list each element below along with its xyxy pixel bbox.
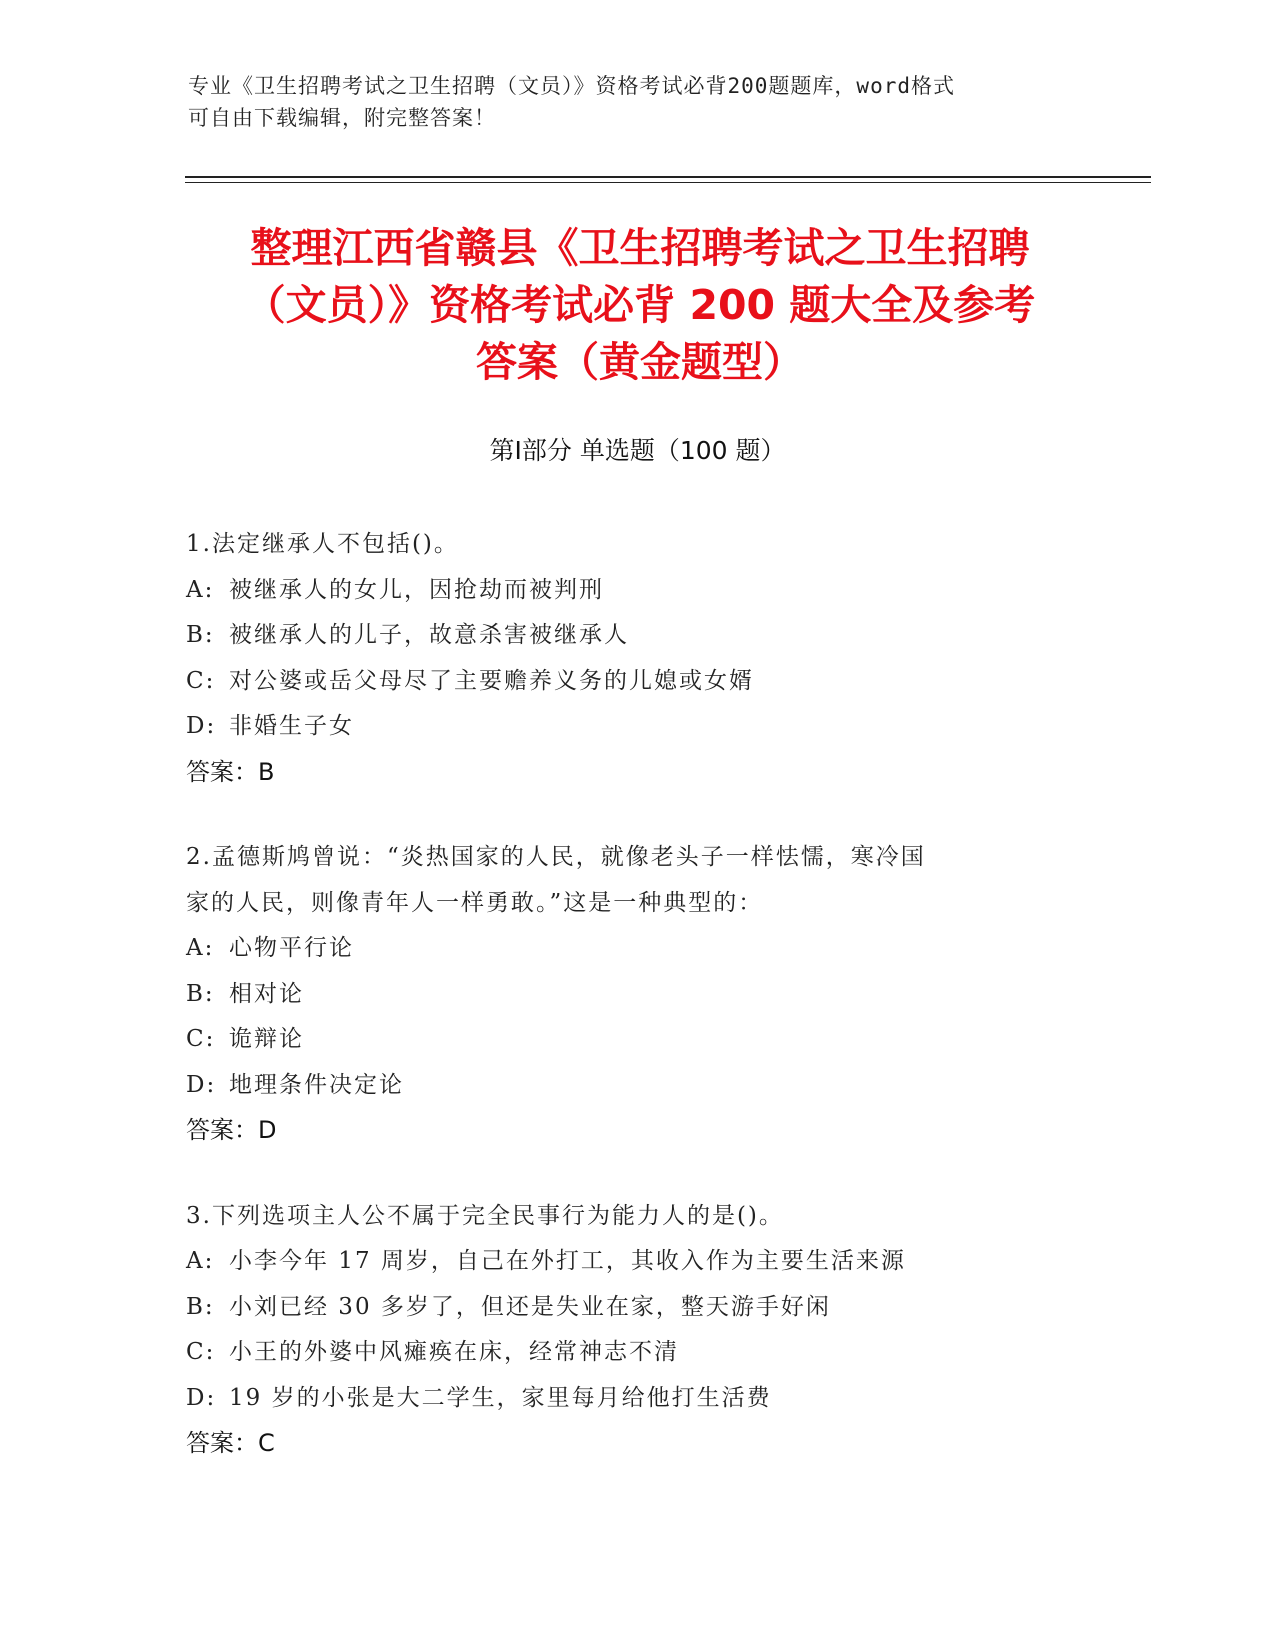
option-text: 被继承人的女儿，因抢劫而被判刑: [229, 576, 604, 603]
option-d: [186, 1063, 1086, 1109]
option-label: A:: [186, 576, 215, 603]
option-text: 小刘已经 30 多岁了，但还是失业在家，整天游手好闲: [229, 1293, 831, 1320]
header-divider-thick: [185, 176, 1151, 178]
option-a: [186, 1239, 1086, 1285]
document-title-line-3: 答案（黄金题型）: [476, 338, 804, 386]
option-text: 非婚生子女: [229, 713, 354, 739]
option-text: 小李今年 17 周岁，自己在外打工，其收入作为主要生活来源: [229, 1248, 906, 1274]
question-3: [186, 1194, 1086, 1467]
option-d: [186, 1376, 1086, 1422]
option-a: [186, 926, 1086, 972]
option-label: B:: [186, 980, 215, 1007]
option-label: B:: [186, 622, 215, 648]
option-b: [186, 1285, 1086, 1331]
option-text: 诡辩论: [229, 1026, 304, 1052]
question-1: [186, 522, 1086, 795]
option-label: B:: [186, 1293, 215, 1320]
option-label: A:: [186, 935, 215, 961]
question-stem: 3.下列选项主人公不属于完全民事行为能力人的是()。: [186, 1202, 784, 1229]
question-stem: 1.法定继承人不包括()。: [186, 531, 459, 557]
section-heading: 第Ⅰ部分 单选题（100 题）: [489, 436, 786, 465]
option-text: 小王的外婆中风瘫痪在床，经常神志不清: [229, 1339, 679, 1365]
option-c: [186, 1330, 1086, 1376]
option-a: [186, 568, 1086, 614]
option-label: C:: [186, 667, 216, 694]
option-label: C:: [186, 1339, 216, 1365]
answer: 答案：D: [186, 1116, 277, 1144]
document-title-line-1: 整理江西省赣县《卫生招聘考试之卫生招聘: [250, 224, 1030, 272]
header-divider-thin: [185, 182, 1151, 183]
option-text: 对公婆或岳父母尽了主要赡养义务的儿媳或女婿: [229, 667, 754, 694]
option-label: D:: [186, 713, 217, 739]
option-text: 地理条件决定论: [229, 1071, 404, 1098]
option-text: 心物平行论: [229, 935, 354, 961]
option-c: [186, 1017, 1086, 1063]
question-list: [186, 522, 1086, 1507]
option-c: [186, 659, 1086, 705]
option-text: 被继承人的儿子，故意杀害被继承人: [229, 622, 629, 648]
option-label: C:: [186, 1026, 216, 1052]
question-stem-line-2: 家的人民，则像青年人一样勇敢。”这是一种典型的：: [186, 889, 764, 916]
header-note-line-1: 专业《卫生招聘考试之卫生招聘（文员）》资格考试必背200题题库，word格式: [188, 74, 955, 98]
document-title-line-2: （文员）》资格考试必背 200 题大全及参考: [244, 281, 1036, 329]
option-b: [186, 613, 1086, 659]
answer: 答案：C: [186, 1429, 275, 1457]
question-2: [186, 835, 1086, 1154]
option-text: 相对论: [229, 980, 304, 1007]
option-b: [186, 972, 1086, 1018]
option-label: A:: [186, 1248, 215, 1274]
header-note-line-2: 可自由下载编辑，附完整答案！: [188, 106, 496, 130]
document-title: [180, 220, 1100, 391]
option-d: [186, 704, 1086, 750]
option-label: D:: [186, 1071, 217, 1098]
answer: 答案：B: [186, 757, 275, 786]
question-stem-line-1: 2.孟德斯鸠曾说：“炎热国家的人民，就像老头子一样怯懦，寒冷国: [186, 844, 926, 870]
header-note: [188, 70, 1068, 134]
option-label: D:: [186, 1384, 217, 1411]
option-text: 19 岁的小张是大二学生，家里每月给他打生活费: [229, 1384, 772, 1411]
